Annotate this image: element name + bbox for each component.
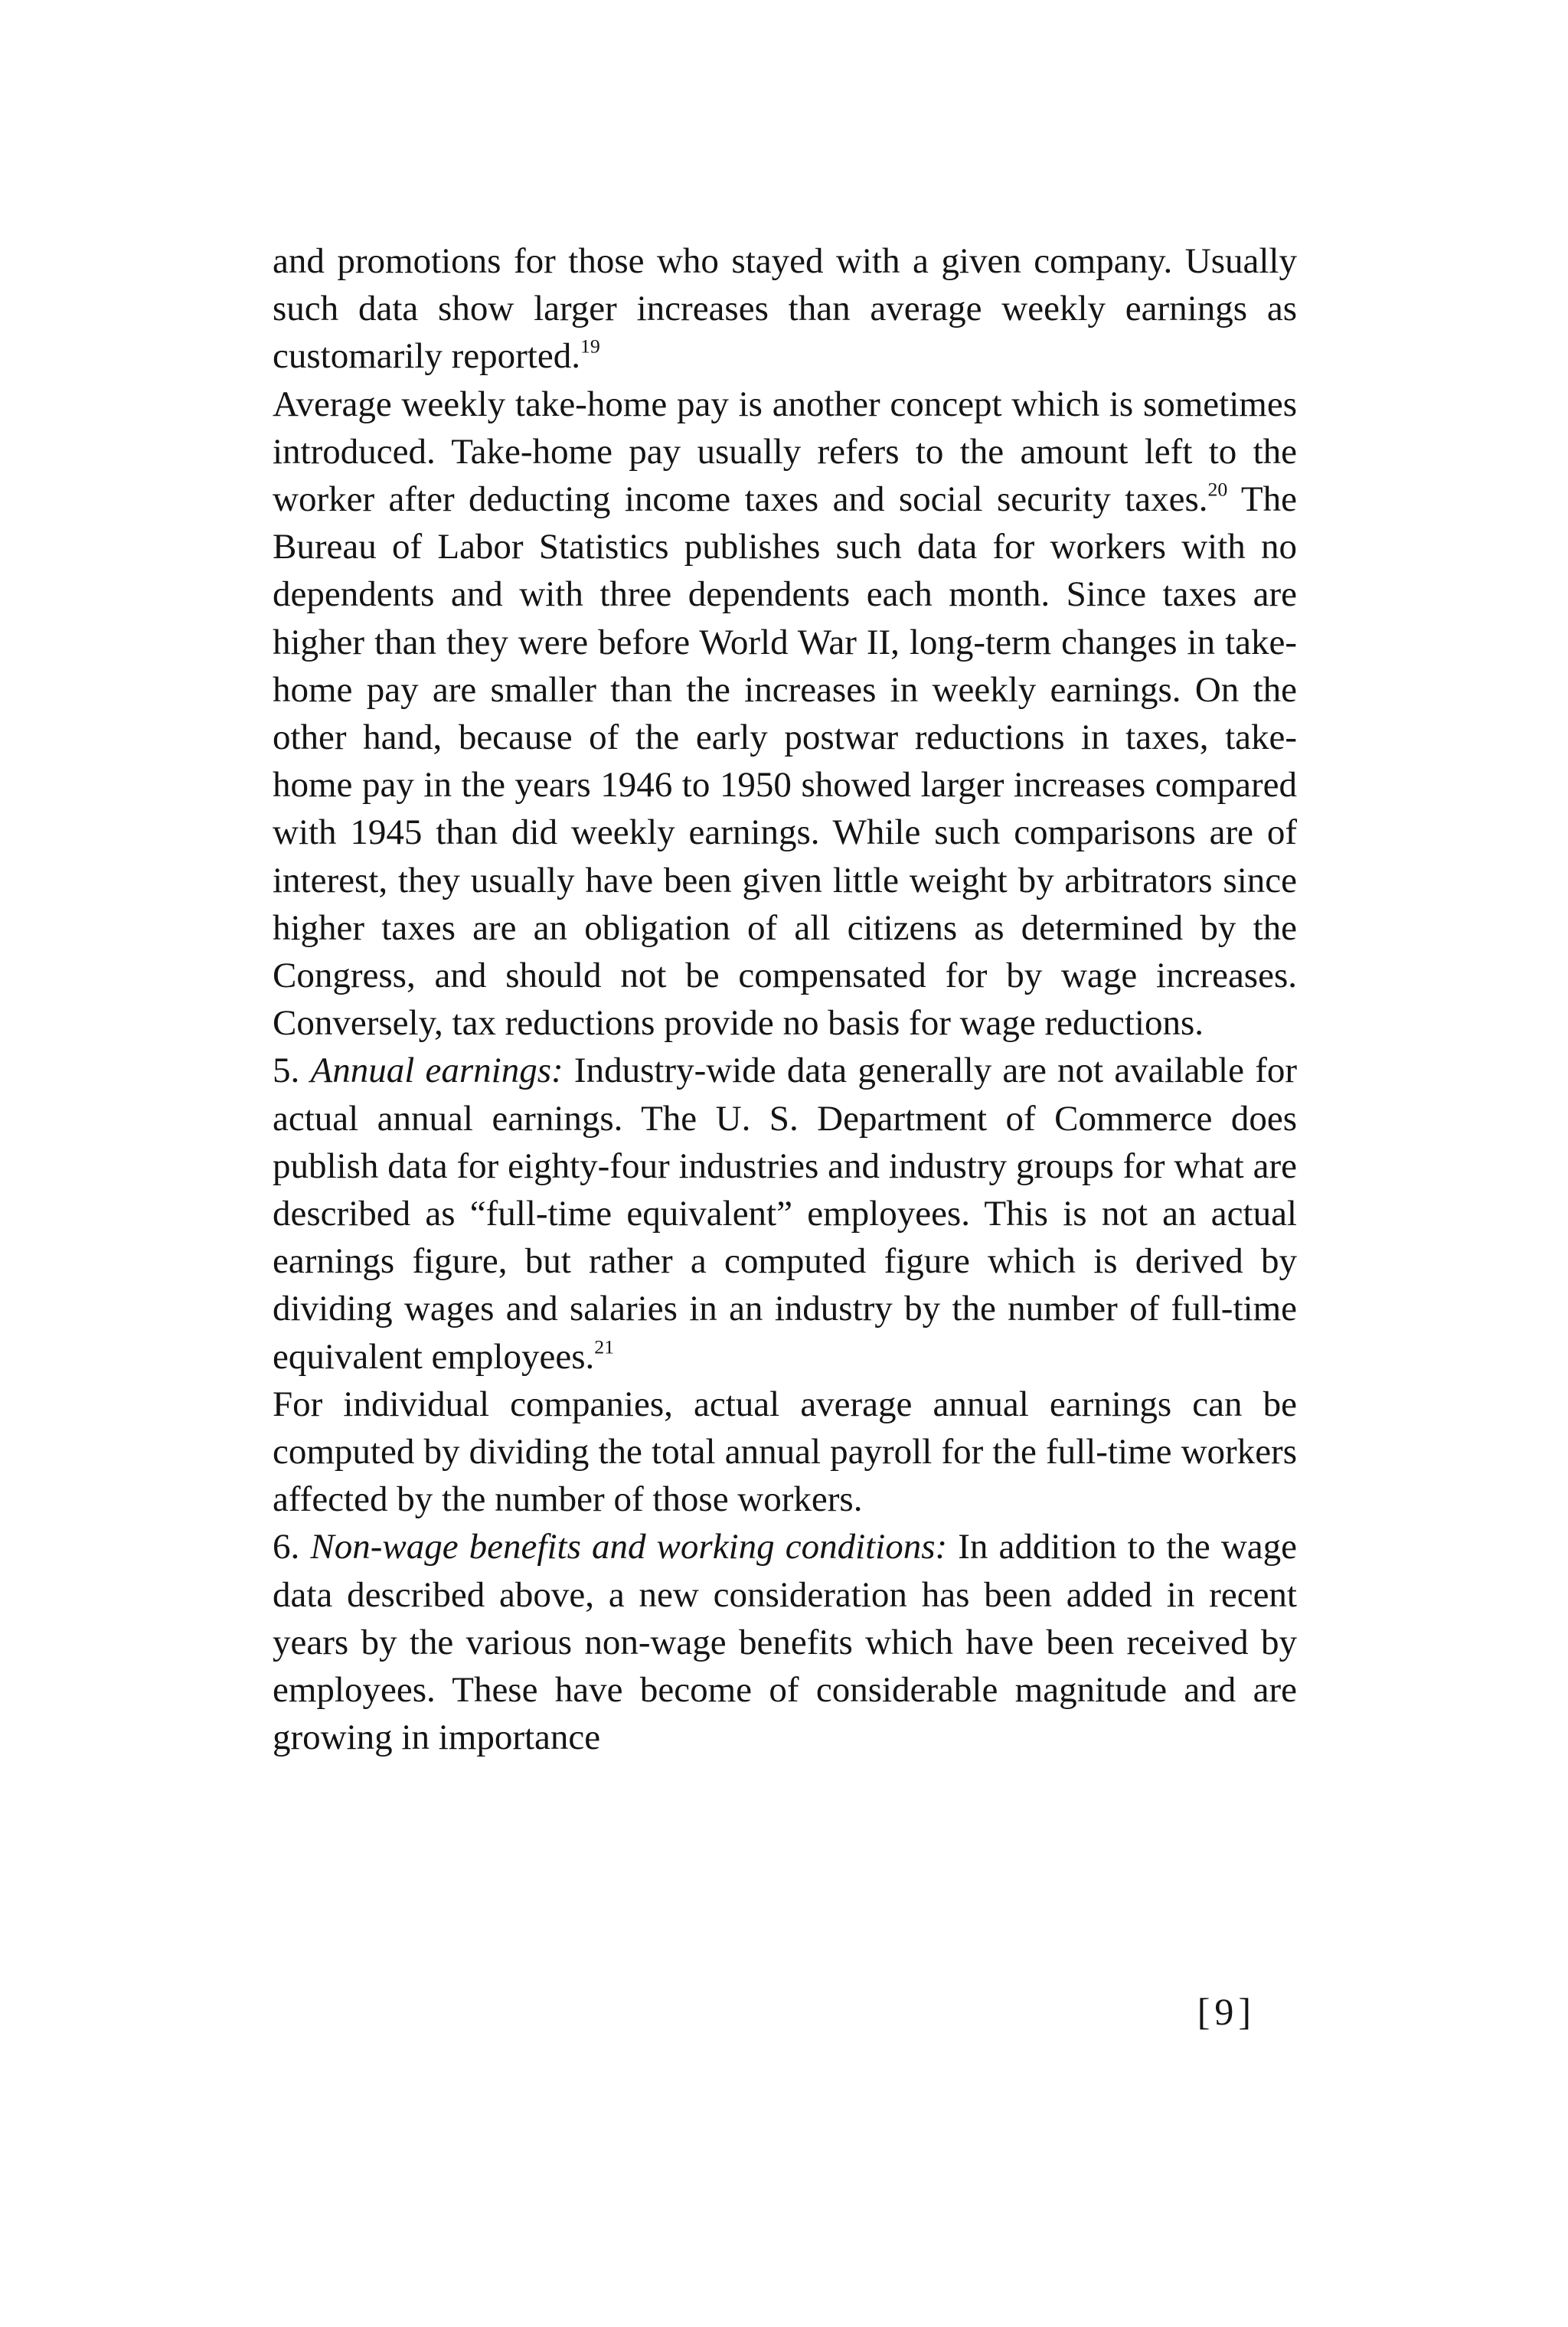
footnote-marker: 19 bbox=[580, 335, 600, 358]
paragraph-annual-earnings bbox=[273, 1047, 1297, 1380]
body-text bbox=[273, 237, 1297, 1762]
item-number: 6. bbox=[273, 1527, 311, 1567]
paragraph-text-continued: The Bureau of Labor Statistics publishes such data for workers with no dependents and with three dependents each month. Since taxes are higher than they were before World War II, long-term changes in take-home pay are smaller than the increases in weekly earnings. On the other hand, because of the early postwar reductions in taxes, take-home pay in the years 1946 to 1950 showed larger increases compared with 1945 than did weekly earnings. While such comparisons are of interest, they usually have been given little weight by arbitrators since higher taxes are an obligation of all citizens as determined by the Congress, and should not be compensated for by wage increases. Conversely, tax reductions provide no basis for wage reductions. bbox=[273, 479, 1297, 1044]
page-number: [9] bbox=[1197, 1990, 1256, 2033]
footnote-marker: 21 bbox=[594, 1335, 615, 1358]
paragraph-text: Average weekly take-home pay is another concept which is sometimes introduced. Take-home pay usually refers to the amount left to the worker after deducting income taxes and social security taxes. bbox=[273, 384, 1297, 520]
paragraph-text: Industry-wide data generally are not available for actual annual earnings. The U. S. Department of Commerce does publish data for eighty-four industries and industry groups for what are described as “full-time equivalent” employees. This is not an actual earnings figure, but rather a computed figure which is derived by dividing wages and salaries in an industry by the number of full-time equivalent employees. bbox=[273, 1051, 1298, 1377]
section-heading: Annual earnings: bbox=[310, 1051, 564, 1091]
paragraph-text: In addition to the wage data described above, a new consideration has been added in recent years by the various non-wage benefits which have been received by employees. These have become of considerable magnitude and are growing in importance bbox=[273, 1527, 1298, 1758]
paragraph-text: and promotions for those who stayed with a given company. Usually such data show larger increases than average weekly earnings as customarily reported. bbox=[273, 241, 1297, 377]
section-heading: Non-wage benefits and working conditions: bbox=[310, 1527, 948, 1567]
footnote-marker: 20 bbox=[1207, 478, 1228, 501]
paragraph-non-wage-benefits bbox=[273, 1523, 1297, 1761]
paragraph-text: For individual companies, actual average annual earnings can be computed by dividing the total annual payroll for the full-time workers affected by the number of those workers. bbox=[273, 1384, 1297, 1520]
paragraph-take-home-pay bbox=[273, 381, 1297, 1047]
paragraph-promotions bbox=[273, 237, 1297, 381]
item-number: 5. bbox=[273, 1051, 311, 1091]
paragraph-individual-companies bbox=[273, 1381, 1297, 1524]
